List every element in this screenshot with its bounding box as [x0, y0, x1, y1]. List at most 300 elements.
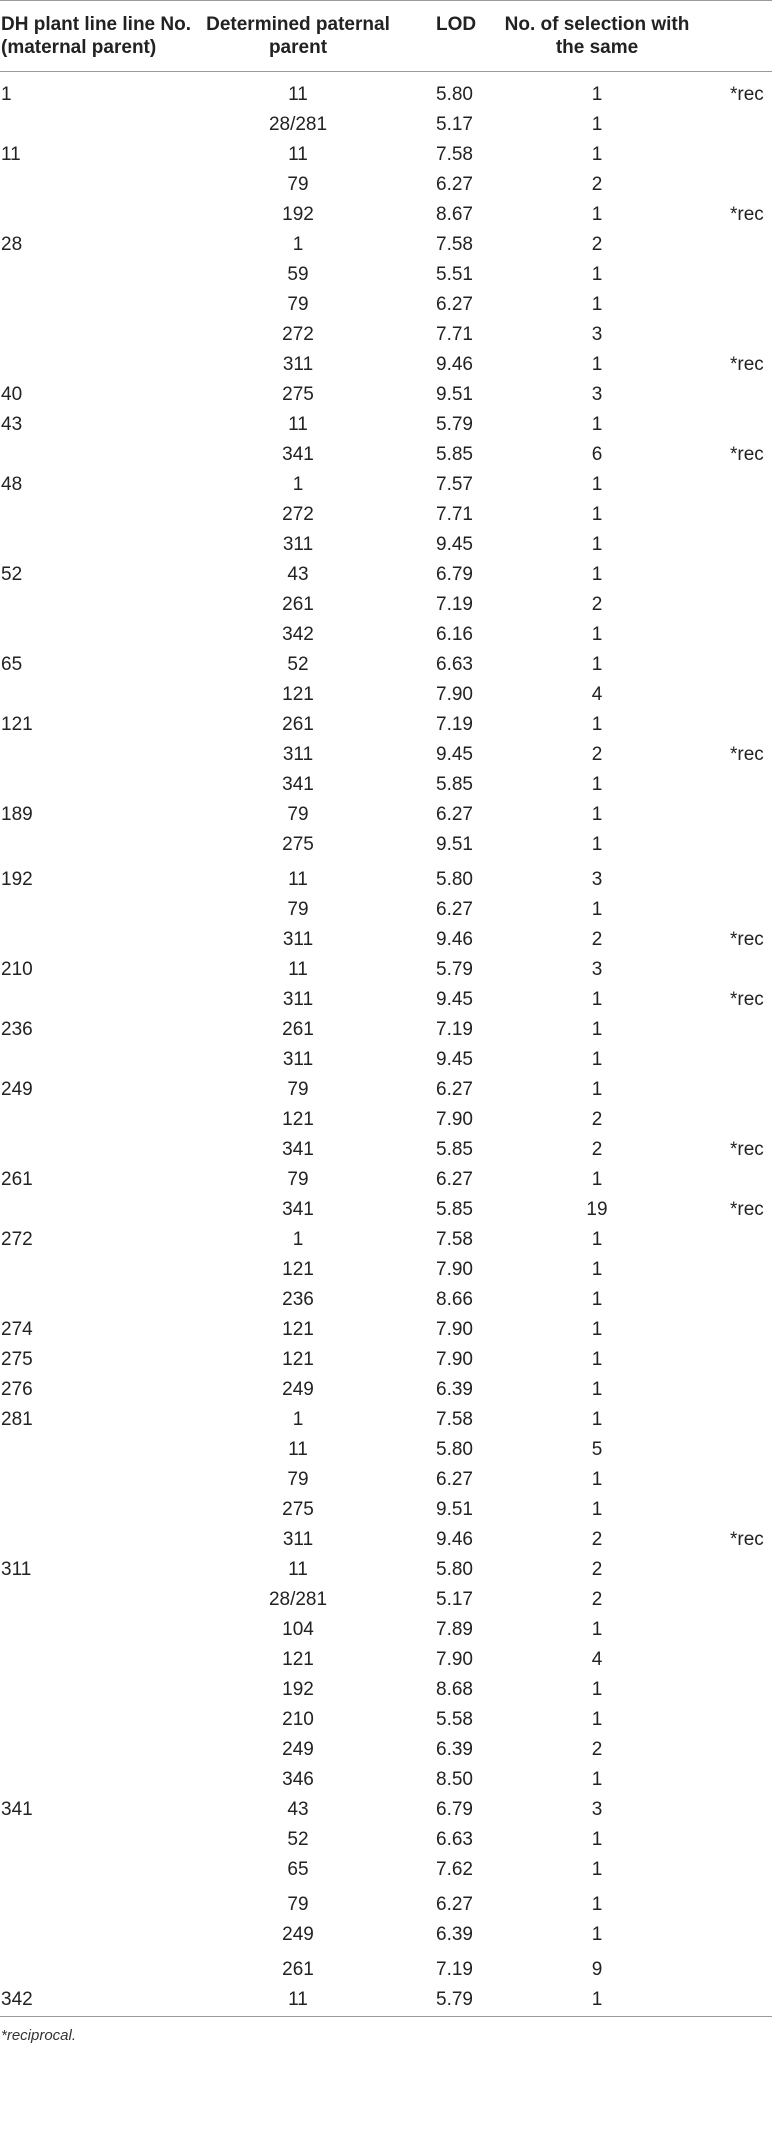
cell-note	[690, 620, 772, 650]
cell-maternal-line: 65	[1, 654, 23, 675]
cell-note	[690, 1285, 772, 1315]
cell-selection-count: 2	[591, 1529, 603, 1550]
cell-note	[690, 1920, 772, 1950]
cell-maternal-line	[0, 200, 198, 230]
table-row	[0, 1045, 772, 1075]
cell-paternal-parent: 261	[282, 1019, 314, 1040]
cell-note	[690, 955, 772, 985]
cell-selection-count: 1	[591, 624, 603, 645]
cell-paternal-parent: 79	[287, 1169, 309, 1190]
table-row	[0, 1195, 772, 1225]
cell-selection-count: 2	[591, 1109, 603, 1130]
table-row	[0, 1950, 772, 1985]
cell-lod: 6.27	[436, 1079, 473, 1100]
cell-note	[690, 1795, 772, 1825]
cell-maternal-line	[0, 1105, 198, 1135]
table-row	[0, 1525, 772, 1555]
cell-paternal-parent: 311	[282, 1529, 314, 1550]
cell-note: *rec	[730, 929, 764, 950]
cell-note	[690, 1985, 772, 2017]
cell-maternal-line	[0, 770, 198, 800]
cell-selection-count: 6	[591, 444, 603, 465]
cell-lod: 7.58	[436, 1229, 473, 1250]
cell-selection-count: 1	[591, 714, 603, 735]
cell-selection-count: 1	[504, 1985, 690, 2017]
table-row	[0, 620, 772, 650]
cell-maternal-line	[0, 1920, 198, 1950]
cell-maternal-line	[0, 1615, 198, 1645]
cell-maternal-line	[0, 1045, 198, 1075]
cell-selection-count: 1	[591, 654, 603, 675]
cell-maternal-line: 121	[1, 714, 33, 735]
cell-paternal-parent: 65	[287, 1859, 309, 1880]
cell-maternal-line: 210	[1, 959, 33, 980]
cell-lod: 5.79	[436, 414, 473, 435]
table-row	[0, 170, 772, 200]
cell-note	[690, 140, 772, 170]
table-row	[0, 530, 772, 560]
cell-selection-count: 1	[591, 1409, 603, 1430]
cell-lod: 9.45	[436, 989, 473, 1010]
cell-paternal-parent: 272	[282, 324, 314, 345]
cell-maternal-line	[0, 1885, 198, 1920]
table-row	[0, 350, 772, 380]
cell-paternal-parent: 311	[282, 1049, 314, 1070]
cell-note: *rec	[730, 204, 764, 225]
cell-note	[690, 1045, 772, 1075]
table-row	[0, 380, 772, 410]
cell-paternal-parent: 28/281	[268, 114, 328, 135]
cell-note: *rec	[730, 1529, 764, 1550]
cell-selection-count: 1	[591, 1379, 603, 1400]
cell-maternal-line	[0, 925, 198, 955]
cell-lod: 7.58	[436, 144, 473, 165]
table-row	[0, 1435, 772, 1465]
cell-note	[690, 710, 772, 740]
cell-maternal-line	[0, 1705, 198, 1735]
cell-maternal-line	[0, 110, 198, 140]
table-row	[0, 1225, 772, 1255]
cell-selection-count: 1	[591, 204, 603, 225]
cell-selection-count: 1	[591, 144, 603, 165]
table-row	[0, 1795, 772, 1825]
table-row	[0, 1285, 772, 1315]
cell-note	[690, 1405, 772, 1435]
cell-maternal-line: 261	[1, 1169, 33, 1190]
cell-paternal-parent: 104	[282, 1619, 314, 1640]
cell-paternal-parent: 341	[282, 444, 314, 465]
cell-paternal-parent: 1	[292, 1409, 304, 1430]
cell-paternal-parent: 79	[287, 899, 309, 920]
cell-note	[690, 1615, 772, 1645]
cell-paternal-parent: 79	[287, 1469, 309, 1490]
cell-maternal-line	[0, 1255, 198, 1285]
cell-note: *rec	[730, 744, 764, 765]
cell-selection-count: 4	[591, 684, 603, 705]
cell-selection-count: 1	[591, 1289, 603, 1310]
table-row	[0, 1585, 772, 1615]
cell-note	[690, 530, 772, 560]
table-row	[0, 1675, 772, 1705]
table-row	[0, 895, 772, 925]
cell-selection-count: 1	[591, 834, 603, 855]
cell-lod: 7.57	[436, 474, 473, 495]
cell-maternal-line: 48	[1, 474, 23, 495]
table-row	[0, 925, 772, 955]
cell-selection-count: 1	[591, 264, 603, 285]
cell-maternal-line: 341	[1, 1799, 33, 1820]
cell-lod: 6.27	[436, 1169, 473, 1190]
cell-lod: 9.51	[436, 1499, 473, 1520]
cell-lod: 9.45	[436, 744, 473, 765]
cell-selection-count: 1	[591, 474, 603, 495]
cell-lod: 8.68	[436, 1679, 473, 1700]
cell-maternal-line	[0, 1675, 198, 1705]
cell-lod: 6.27	[436, 804, 473, 825]
cell-maternal-line: 249	[1, 1079, 33, 1100]
table-row	[0, 1135, 772, 1165]
cell-note	[690, 590, 772, 620]
cell-paternal-parent: 249	[282, 1379, 314, 1400]
cell-selection-count: 3	[591, 1799, 603, 1820]
table-row	[0, 1705, 772, 1735]
cell-note	[690, 1345, 772, 1375]
header-selection-count: No. of selection with the same	[504, 1, 690, 72]
cell-paternal-parent: 275	[282, 1499, 314, 1520]
cell-selection-count: 1	[591, 1619, 603, 1640]
cell-paternal-parent: 249	[282, 1924, 314, 1945]
cell-lod: 9.46	[436, 354, 473, 375]
cell-lod: 7.90	[436, 1259, 473, 1280]
cell-note	[690, 1885, 772, 1920]
cell-paternal-parent: 192	[282, 204, 314, 225]
cell-selection-count: 1	[591, 534, 603, 555]
table-row	[0, 500, 772, 530]
cell-maternal-line: 52	[1, 564, 23, 585]
cell-note	[690, 170, 772, 200]
cell-paternal-parent: 121	[282, 1319, 314, 1340]
cell-note	[690, 110, 772, 140]
cell-paternal-parent: 311	[282, 744, 314, 765]
table-row	[0, 740, 772, 770]
table-row	[0, 1885, 772, 1920]
cell-paternal-parent: 311	[282, 989, 314, 1010]
cell-paternal-parent: 79	[287, 1894, 309, 1915]
cell-maternal-line: 11	[1, 144, 21, 165]
table-row	[0, 770, 772, 800]
cell-lod: 7.58	[436, 1409, 473, 1430]
cell-lod: 7.90	[436, 1319, 473, 1340]
cell-selection-count: 1	[591, 804, 603, 825]
cell-paternal-parent: 52	[287, 654, 309, 675]
cell-selection-count: 1	[591, 1829, 603, 1850]
cell-paternal-parent: 236	[282, 1289, 314, 1310]
cell-selection-count: 4	[591, 1649, 603, 1670]
cell-maternal-line	[0, 530, 198, 560]
cell-note	[690, 680, 772, 710]
cell-paternal-parent: 11	[198, 1985, 398, 2017]
cell-lod: 6.27	[436, 899, 473, 920]
table-row	[0, 650, 772, 680]
cell-note	[690, 1165, 772, 1195]
cell-selection-count: 1	[591, 1469, 603, 1490]
cell-lod: 9.45	[436, 1049, 473, 1070]
cell-lod: 7.71	[436, 504, 473, 525]
cell-maternal-line	[0, 830, 198, 860]
cell-lod: 6.27	[436, 174, 473, 195]
cell-lod: 7.58	[436, 234, 473, 255]
cell-maternal-line	[0, 1525, 198, 1555]
cell-paternal-parent: 346	[282, 1769, 314, 1790]
cell-lod: 5.17	[436, 114, 473, 135]
table-row	[0, 710, 772, 740]
cell-paternal-parent: 59	[287, 264, 309, 285]
cell-selection-count: 1	[591, 1924, 603, 1945]
cell-selection-count: 1	[591, 294, 603, 315]
cell-maternal-line: 311	[1, 1559, 32, 1580]
cell-lod: 6.16	[436, 624, 473, 645]
cell-note	[690, 1950, 772, 1985]
cell-lod: 6.79	[436, 564, 473, 585]
cell-maternal-line: 189	[1, 804, 33, 825]
cell-note	[690, 1435, 772, 1465]
cell-maternal-line: 275	[1, 1349, 33, 1370]
cell-selection-count: 1	[591, 774, 603, 795]
header-maternal-line: DH plant line line No. (maternal parent)	[0, 1, 198, 72]
cell-note	[690, 895, 772, 925]
cell-note	[690, 1735, 772, 1765]
cell-maternal-line	[0, 680, 198, 710]
cell-lod: 6.27	[436, 294, 473, 315]
cell-note	[690, 1105, 772, 1135]
cell-selection-count: 2	[591, 1559, 603, 1580]
cell-selection-count: 1	[591, 1259, 603, 1280]
cell-lod: 5.85	[436, 444, 473, 465]
table-row	[0, 1015, 772, 1045]
table-row	[0, 1105, 772, 1135]
cell-selection-count: 2	[591, 174, 603, 195]
cell-selection-count: 3	[591, 384, 603, 405]
cell-paternal-parent: 11	[288, 84, 308, 105]
cell-note	[690, 770, 772, 800]
table-row	[0, 1075, 772, 1105]
cell-maternal-line	[0, 1950, 198, 1985]
cell-lod: 5.80	[436, 84, 473, 105]
cell-lod: 6.79	[436, 1799, 473, 1820]
table-row	[0, 560, 772, 590]
cell-selection-count: 3	[591, 959, 603, 980]
cell-selection-count: 1	[591, 1859, 603, 1880]
cell-note	[690, 800, 772, 830]
cell-maternal-line: 276	[1, 1379, 33, 1400]
cell-lod: 8.66	[436, 1289, 473, 1310]
cell-lod: 9.51	[436, 834, 473, 855]
cell-lod: 7.62	[436, 1859, 473, 1880]
cell-paternal-parent: 261	[282, 594, 314, 615]
table-row	[0, 1345, 772, 1375]
cell-note: *rec	[730, 84, 764, 105]
table-row	[0, 1615, 772, 1645]
cell-note: *rec	[730, 444, 764, 465]
cell-paternal-parent: 261	[282, 714, 314, 735]
cell-selection-count: 2	[591, 929, 603, 950]
cell-paternal-parent: 275	[282, 834, 314, 855]
cell-note	[690, 260, 772, 290]
cell-note	[690, 290, 772, 320]
cell-note	[690, 1825, 772, 1855]
cell-lod: 6.27	[436, 1894, 473, 1915]
table-row	[0, 1465, 772, 1495]
cell-selection-count: 1	[591, 1349, 603, 1370]
cell-maternal-line	[0, 1435, 198, 1465]
cell-lod: 9.46	[436, 929, 473, 950]
cell-paternal-parent: 121	[282, 1109, 314, 1130]
cell-paternal-parent: 1	[292, 234, 304, 255]
cell-maternal-line	[0, 1585, 198, 1615]
cell-paternal-parent: 275	[282, 384, 314, 405]
cell-note	[690, 1075, 772, 1105]
cell-lod: 5.80	[436, 1439, 473, 1460]
cell-maternal-line	[0, 500, 198, 530]
cell-selection-count: 1	[591, 114, 603, 135]
cell-maternal-line: 40	[1, 384, 23, 405]
cell-selection-count: 1	[591, 414, 603, 435]
table-row	[0, 260, 772, 290]
cell-selection-count: 1	[591, 989, 603, 1010]
cell-selection-count: 5	[591, 1439, 603, 1460]
cell-selection-count: 1	[591, 1499, 603, 1520]
cell-paternal-parent: 341	[282, 1199, 314, 1220]
cell-note	[690, 860, 772, 895]
cell-lod: 6.39	[436, 1739, 473, 1760]
cell-note	[690, 410, 772, 440]
cell-paternal-parent: 121	[282, 1349, 314, 1370]
cell-maternal-line	[0, 1135, 198, 1165]
cell-note	[690, 1315, 772, 1345]
header-note	[690, 1, 772, 72]
cell-note: *rec	[730, 354, 764, 375]
cell-note	[690, 1675, 772, 1705]
table-row	[0, 290, 772, 320]
table-row	[0, 1735, 772, 1765]
table-row	[0, 955, 772, 985]
cell-note	[690, 1645, 772, 1675]
cell-selection-count: 1	[591, 1709, 603, 1730]
cell-note	[690, 1015, 772, 1045]
cell-lod: 7.90	[436, 684, 473, 705]
cell-selection-count: 1	[591, 899, 603, 920]
cell-maternal-line	[0, 1825, 198, 1855]
cell-note	[690, 470, 772, 500]
table-row	[0, 72, 772, 111]
cell-selection-count: 1	[591, 1319, 603, 1340]
cell-maternal-line	[0, 1645, 198, 1675]
cell-note	[690, 1705, 772, 1735]
cell-maternal-line	[0, 590, 198, 620]
cell-paternal-parent: 311	[282, 929, 314, 950]
cell-selection-count: 1	[591, 84, 603, 105]
cell-lod: 5.85	[436, 1139, 473, 1160]
cell-maternal-line: 43	[1, 414, 23, 435]
cell-paternal-parent: 341	[282, 774, 314, 795]
header-paternal-parent: Determined paternal parent	[198, 1, 398, 72]
cell-paternal-parent: 11	[288, 1439, 308, 1460]
cell-lod: 7.19	[436, 714, 473, 735]
cell-maternal-line	[0, 440, 198, 470]
cell-paternal-parent: 79	[287, 1079, 309, 1100]
table-row	[0, 440, 772, 470]
cell-selection-count: 1	[591, 1769, 603, 1790]
cell-maternal-line	[0, 1465, 198, 1495]
cell-note	[690, 320, 772, 350]
cell-note	[690, 1765, 772, 1795]
cell-lod: 5.79	[398, 1985, 504, 2017]
cell-note	[690, 1495, 772, 1525]
cell-selection-count: 1	[591, 1169, 603, 1190]
cell-selection-count: 1	[591, 504, 603, 525]
cell-paternal-parent: 11	[288, 144, 308, 165]
table-row	[0, 200, 772, 230]
cell-paternal-parent: 11	[288, 959, 308, 980]
header-lod: LOD	[398, 1, 504, 72]
table-row	[0, 320, 772, 350]
cell-lod: 7.19	[436, 1019, 473, 1040]
cell-selection-count: 3	[591, 869, 603, 890]
cell-lod: 7.71	[436, 324, 473, 345]
table-row	[0, 1315, 772, 1345]
cell-lod: 7.90	[436, 1349, 473, 1370]
cell-paternal-parent: 121	[282, 1259, 314, 1280]
cell-lod: 7.90	[436, 1109, 473, 1130]
cell-note	[690, 1465, 772, 1495]
table-row	[0, 1765, 772, 1795]
cell-lod: 5.51	[436, 264, 473, 285]
cell-note	[690, 230, 772, 260]
cell-maternal-line	[0, 1855, 198, 1885]
cell-lod: 9.45	[436, 534, 473, 555]
cell-note	[690, 1555, 772, 1585]
cell-paternal-parent: 11	[288, 1559, 308, 1580]
cell-selection-count: 1	[591, 1679, 603, 1700]
cell-selection-count: 1	[591, 1894, 603, 1915]
cell-lod: 6.39	[436, 1924, 473, 1945]
cell-paternal-parent: 249	[282, 1739, 314, 1760]
cell-lod: 5.85	[436, 1199, 473, 1220]
cell-maternal-line: 274	[1, 1319, 33, 1340]
cell-paternal-parent: 52	[287, 1829, 309, 1850]
cell-maternal-line	[0, 1195, 198, 1225]
cell-maternal-line	[0, 170, 198, 200]
cell-paternal-parent: 1	[292, 1229, 304, 1250]
cell-note	[690, 380, 772, 410]
cell-selection-count: 19	[586, 1199, 608, 1220]
cell-paternal-parent: 311	[282, 354, 314, 375]
cell-selection-count: 1	[591, 1019, 603, 1040]
cell-maternal-line	[0, 1765, 198, 1795]
cell-paternal-parent: 210	[282, 1709, 314, 1730]
cell-note	[690, 1855, 772, 1885]
table-row	[0, 1645, 772, 1675]
cell-maternal-line: 1	[1, 84, 12, 105]
table-row	[0, 470, 772, 500]
cell-lod: 7.89	[436, 1619, 473, 1640]
cell-maternal-line	[0, 260, 198, 290]
cell-lod: 7.19	[436, 594, 473, 615]
cell-selection-count: 1	[591, 564, 603, 585]
cell-lod: 9.46	[436, 1529, 473, 1550]
cell-paternal-parent: 43	[287, 1799, 309, 1820]
cell-note	[690, 650, 772, 680]
